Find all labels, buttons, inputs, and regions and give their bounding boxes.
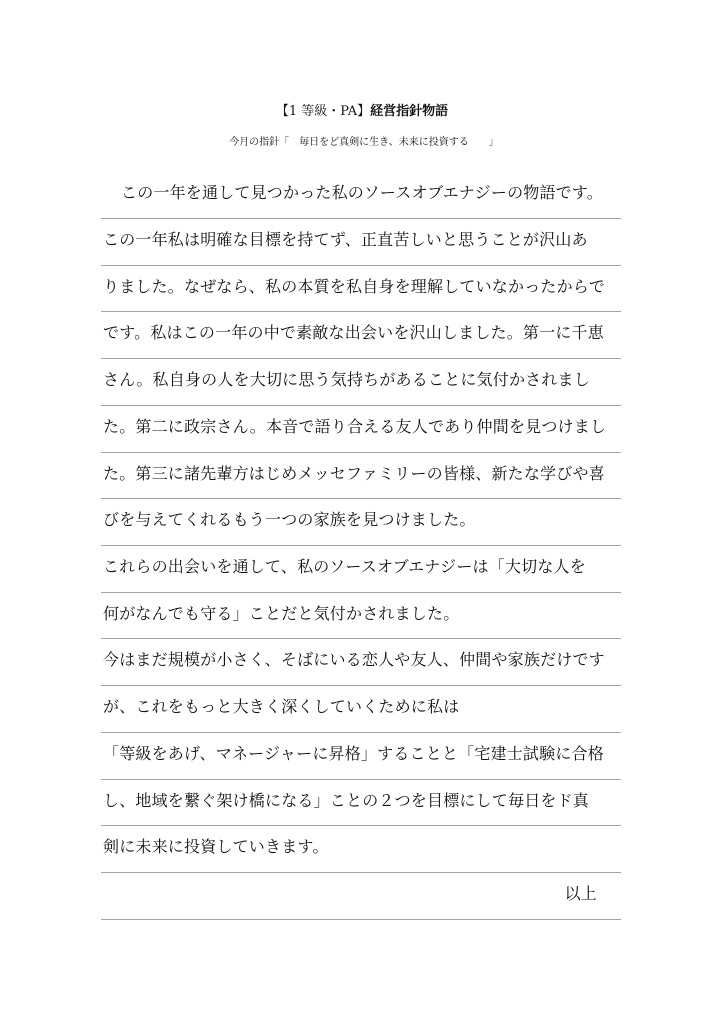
monthly-guideline: 今月の指針「 毎日をど真剣に生き、未来に投資する 」 xyxy=(229,137,499,148)
essay-line: 剣に未来に投資していきます。 xyxy=(101,826,621,873)
essay-line: です。私はこの一年の中で素敵な出会いを沢山しました。第一に千恵 xyxy=(101,312,621,359)
title-prefix: 【1 等級・PA】 xyxy=(275,104,371,119)
essay-line: 「等級をあげ、マネージャーに昇格」することと「宅建士試験に合格 xyxy=(101,733,621,780)
essay-line: た。第三に諸先輩方はじめメッセファミリーの皆様、新たな学びや喜 xyxy=(101,453,621,500)
essay-line: し、地域を繋ぐ架け橋になる」ことの２つを目標にして毎日をド真 xyxy=(101,780,621,827)
essay-line: 今はまだ規模が小さく、そばにいる恋人や友人、仲間や家族だけです xyxy=(101,639,621,686)
essay-line: この一年を通して見つかった私のソースオブエナジーの物語です。 xyxy=(101,172,621,219)
closing-remark: 以上 xyxy=(101,873,621,920)
essay-line: これらの出会いを通して、私のソースオブエナジーは「大切な人を xyxy=(101,546,621,593)
page-title xyxy=(0,103,724,121)
essay-line: さん。私自身の人を大切に思う気持ちがあることに気付かされまし xyxy=(101,359,621,406)
essay-line: りました。なぜなら、私の本質を私自身を理解していなかったからで xyxy=(101,266,621,313)
essay-line: この一年私は明確な目標を持てず、正直苦しいと思うことが沢山あ xyxy=(101,219,621,266)
essay-line: 何がなんでも守る」ことだと気付かされました。 xyxy=(101,593,621,640)
essay-line: が、これをもっと大きく深くしていくために私は xyxy=(101,686,621,733)
essay-line: びを与えてくれるもう一つの家族を見つけました。 xyxy=(101,499,621,546)
essay-line: た。第二に政宗さん。本音で語り合える友人であり仲間を見つけまし xyxy=(101,406,621,453)
title-main: 経営指針物語 xyxy=(370,104,449,119)
essay-body xyxy=(101,172,621,920)
